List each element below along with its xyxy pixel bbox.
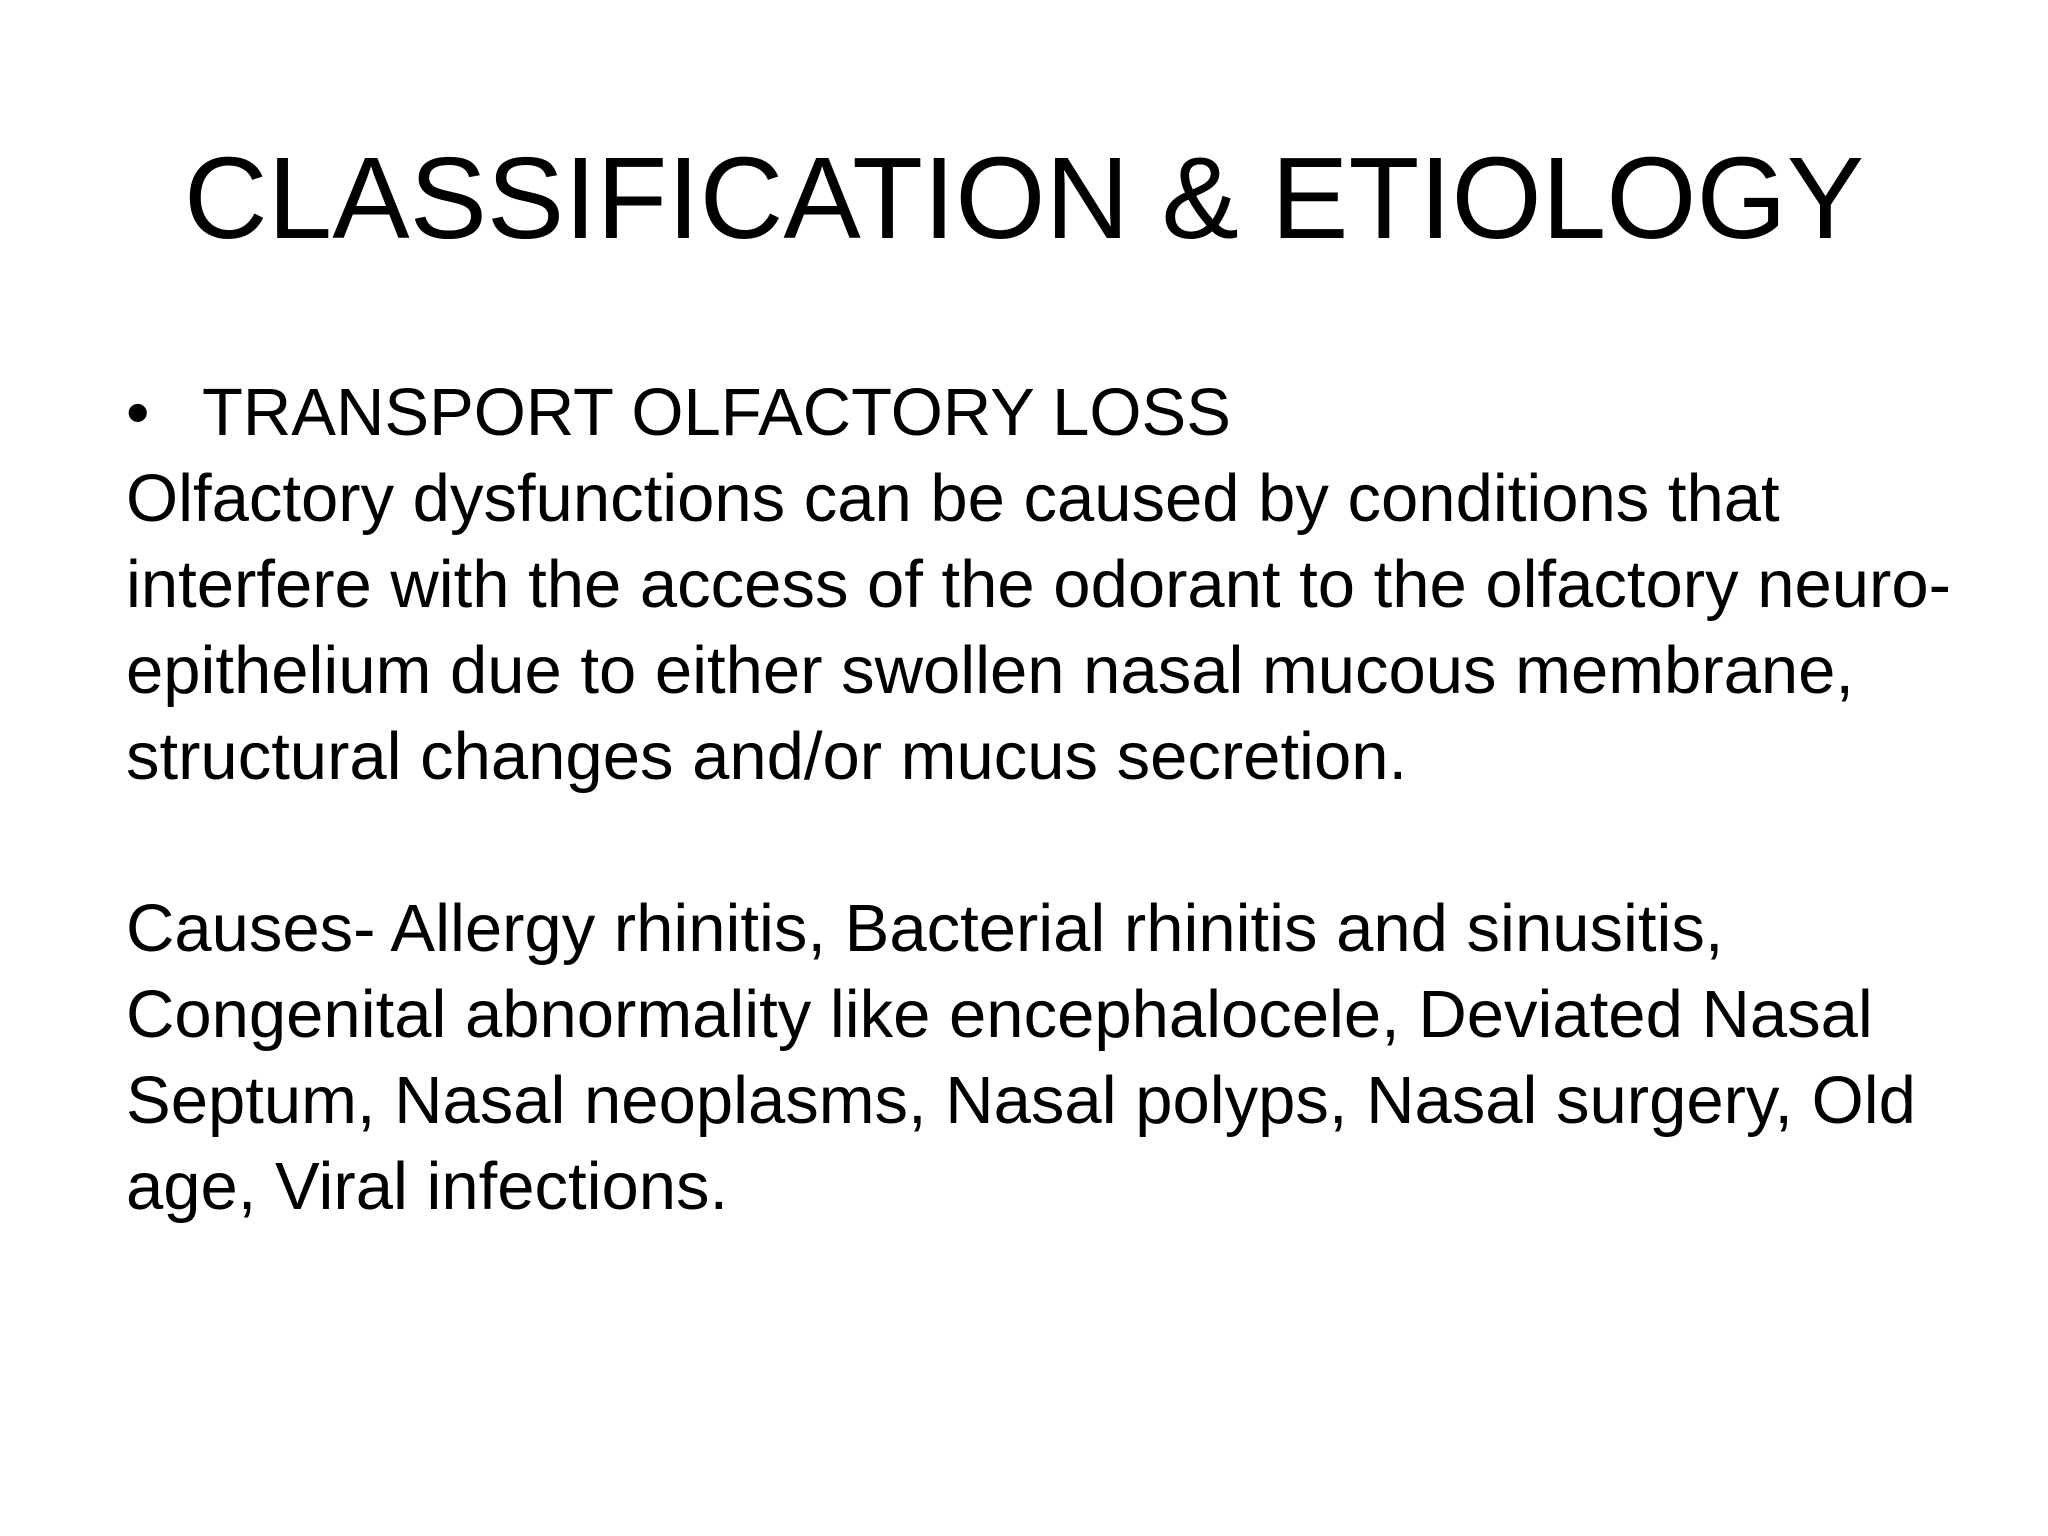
paragraph-definition: Olfactory dysfunctions can be caused by conditions that interfere with the access of the odorant to the olfactory neuro-epithelium due to either swollen nasal mucous membrane, structural changes and/or mucus secretion.	[126, 461, 1951, 794]
bullet-marker: •	[126, 375, 150, 450]
slide-body	[126, 370, 1966, 1230]
bullet-item	[126, 370, 1966, 456]
paragraph-causes: Causes- Allergy rhinitis, Bacterial rhinitis and sinusitis, Congenital abnormality like encephalocele, Deviated Nasal Septum, Nasal neoplasms, Nasal polyps, Nasal surgery, Old age, Viral infections.	[126, 891, 1916, 1224]
bullet-text: TRANSPORT OLFACTORY LOSS	[202, 375, 1231, 450]
slide-title: CLASSIFICATION & ETIOLOGY	[183, 133, 1865, 263]
paragraph-spacer	[126, 800, 1966, 886]
